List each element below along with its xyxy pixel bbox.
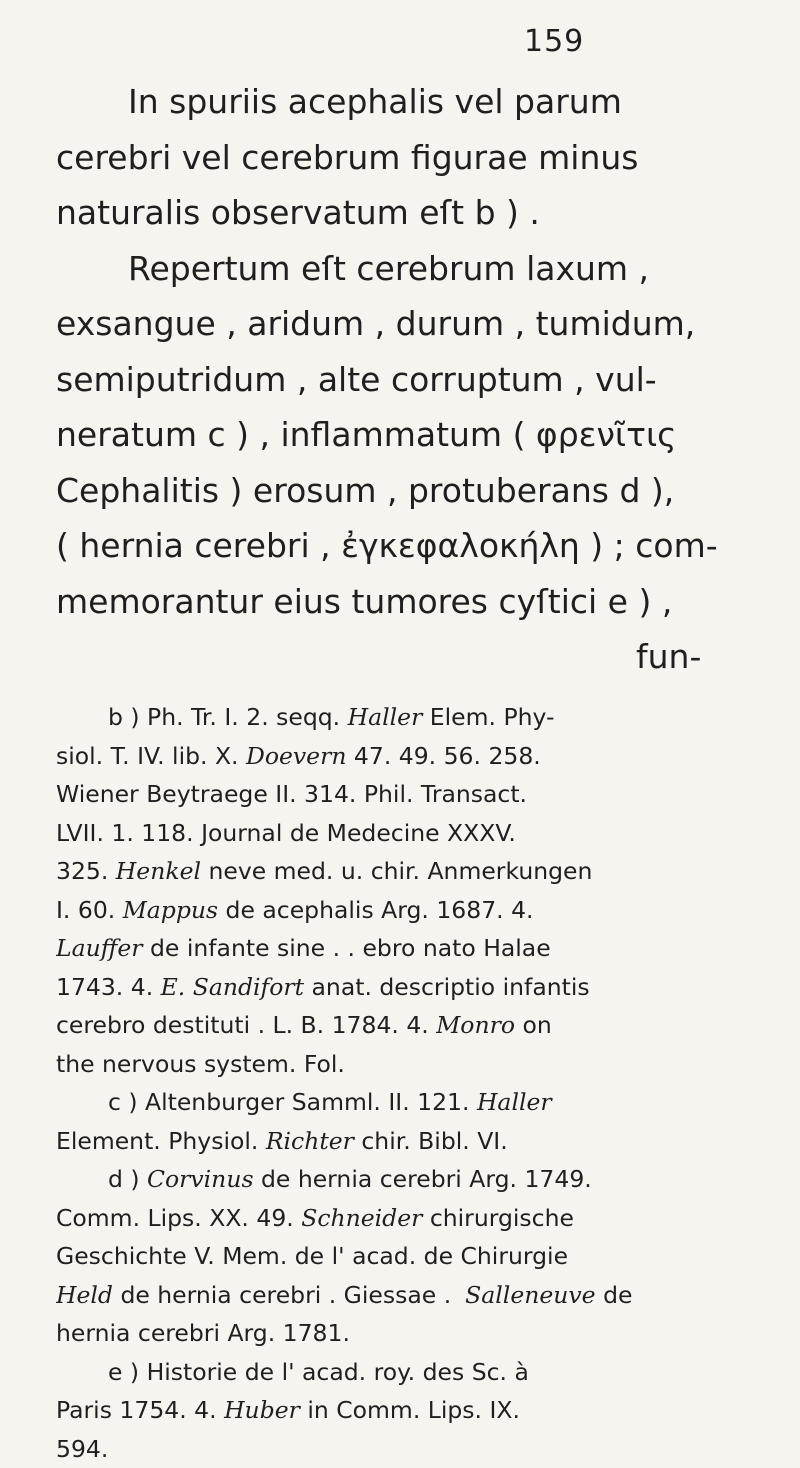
footnote-line: c ) Altenburger Samml. II. 121. Haller — [56, 1083, 756, 1122]
main-line: ( hernia cerebri , ἐγκεφαλοκήλη ) ; com- — [56, 518, 746, 574]
footnotes — [56, 698, 756, 1468]
footnote-line: Paris 1754. 4. Huber in Comm. Lips. IX. — [56, 1391, 756, 1430]
footnote-line: b ) Ph. Tr. I. 2. seqq. Haller Elem. Phy- — [56, 698, 756, 737]
main-line: naturalis observatum eſt b ) . — [56, 185, 746, 241]
footnote-line: Wiener Beytraege II. 314. Phil. Transact. — [56, 775, 756, 814]
main-line: memorantur eius tumores cyſtici e ) , — [56, 574, 746, 630]
footnote-line: hernia cerebri Arg. 1781. — [56, 1314, 756, 1353]
footnote-line: 1743. 4. E. Sandifort anat. descriptio infantis — [56, 968, 756, 1007]
footnote-line: Held de hernia cerebri . Giessae . Salleneuve de — [56, 1276, 756, 1315]
footnote-line: d ) Corvinus de hernia cerebri Arg. 1749. — [56, 1160, 756, 1199]
main-line: Cephalitis ) erosum , protuberans d ), — [56, 463, 746, 519]
main-line: semiputridum , alte corruptum , vul- — [56, 352, 746, 408]
main-line: exsangue , aridum , durum , tumidum, — [56, 296, 746, 352]
footnote-line: LVII. 1. 118. Journal de Medecine XXXV. — [56, 814, 756, 853]
main-line: In spuriis acephalis vel parum — [56, 74, 746, 130]
footnote-line: Lauffer de infante sine . . ebro nato Halae — [56, 929, 756, 968]
footnote-line: I. 60. Mappus de acephalis Arg. 1687. 4. — [56, 891, 756, 930]
catchword: fun- — [56, 629, 746, 685]
footnote-line: Comm. Lips. XX. 49. Schneider chirurgische — [56, 1199, 756, 1238]
main-line: cerebri vel cerebrum figurae minus — [56, 130, 746, 186]
footnote-line: 325. Henkel neve med. u. chir. Anmerkungen — [56, 852, 756, 891]
main-line: neratum c ) , inflammatum ( φρενῖτις — [56, 407, 746, 463]
footnote-line: Element. Physiol. Richter chir. Bibl. VI. — [56, 1122, 756, 1161]
main-text — [56, 74, 746, 685]
footnote-line: 594. — [56, 1430, 756, 1468]
page-number: 159 — [524, 24, 584, 59]
footnote-line: siol. T. IV. lib. X. Doevern 47. 49. 56. 258. — [56, 737, 756, 776]
footnote-line: e ) Historie de l' acad. roy. des Sc. à — [56, 1353, 756, 1392]
footnote-line: cerebro destituti . L. B. 1784. 4. Monro on — [56, 1006, 756, 1045]
footnote-line: the nervous system. Fol. — [56, 1045, 756, 1084]
footnote-line: Geschichte V. Mem. de l' acad. de Chirurgie — [56, 1237, 756, 1276]
main-line: Repertum eſt cerebrum laxum , — [56, 241, 746, 297]
